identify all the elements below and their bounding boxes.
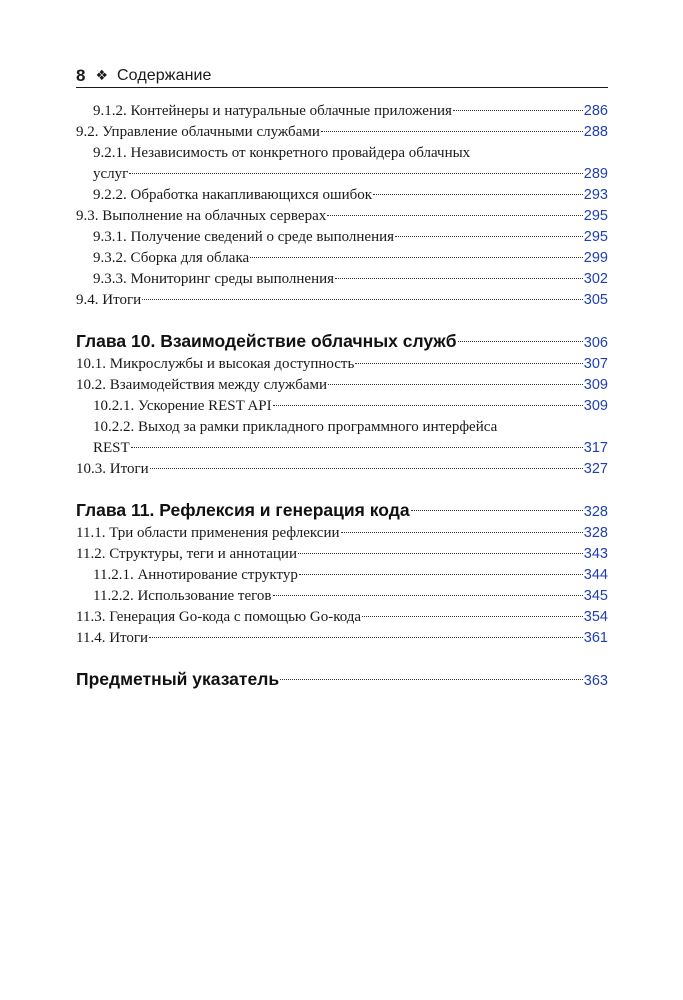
toc-page-number[interactable]: 305 — [583, 292, 608, 308]
toc-entry-label: 9.4. Итоги — [76, 292, 142, 308]
toc-entry[interactable] — [76, 206, 608, 227]
leader-dots — [395, 236, 583, 237]
leader-dots — [411, 510, 583, 511]
leader-dots — [298, 553, 583, 554]
leader-dots — [453, 110, 583, 111]
toc-page-number[interactable]: 286 — [583, 103, 608, 119]
toc-entry[interactable] — [76, 290, 608, 311]
leader-dots — [142, 299, 583, 300]
leader-dots — [280, 679, 583, 680]
toc-page-number[interactable]: 307 — [583, 356, 608, 372]
toc-entry-label-cont: услуг — [93, 166, 129, 182]
header-rule — [76, 87, 608, 88]
toc-entry-label: 11.2.1. Аннотирование структур — [93, 567, 298, 583]
toc-entry-label: 11.2. Структуры, теги и аннотации — [76, 546, 297, 562]
ornament-icon: ❖ — [95, 68, 109, 84]
toc-entry-label: 11.4. Итоги — [76, 630, 149, 646]
leader-dots — [373, 194, 583, 195]
toc-page-number[interactable]: 317 — [583, 440, 608, 456]
toc-chapter-10[interactable] — [76, 328, 608, 354]
toc-page-number[interactable]: 361 — [583, 630, 608, 646]
toc-entry[interactable] — [76, 607, 608, 628]
chapter-title: Глава 10. Взаимодействие облачных служб — [76, 331, 457, 351]
toc-page-number[interactable]: 345 — [583, 588, 608, 604]
leader-dots — [273, 405, 583, 406]
leader-dots — [341, 532, 583, 533]
toc-entry-label: 9.2.1. Независимость от конкретного провайдера облачных — [93, 145, 471, 161]
leader-dots — [129, 173, 583, 174]
running-header — [76, 60, 608, 86]
toc-page-number[interactable]: 328 — [583, 525, 608, 541]
toc-entry-label-cont: REST — [93, 440, 130, 456]
leader-dots — [327, 215, 583, 216]
leader-dots — [321, 131, 583, 132]
toc-entry[interactable] — [76, 101, 608, 122]
toc-chapter-11[interactable] — [76, 497, 608, 523]
toc-entry[interactable] — [76, 565, 608, 586]
toc-entry-label: 9.3.1. Получение сведений о среде выполнения — [93, 229, 395, 245]
toc-page-number[interactable]: 295 — [583, 208, 608, 224]
toc-entry[interactable] — [76, 417, 608, 459]
toc-entry[interactable] — [76, 122, 608, 143]
toc-entry-label: 11.1. Три области применения рефлексии — [76, 525, 340, 541]
toc-entry[interactable] — [76, 227, 608, 248]
toc-entry-label: 10.3. Итоги — [76, 461, 149, 477]
toc-entry-label: 10.2.1. Ускорение REST API — [93, 398, 272, 414]
toc-entry-label: 9.1.2. Контейнеры и натуральные облачные приложения — [93, 103, 452, 119]
toc-page-number[interactable]: 306 — [583, 335, 608, 351]
toc-entry[interactable] — [76, 269, 608, 290]
toc-page-number[interactable]: 299 — [583, 250, 608, 266]
toc-page-number[interactable]: 309 — [583, 398, 608, 414]
toc-page-number[interactable]: 295 — [583, 229, 608, 245]
toc-page-number[interactable]: 344 — [583, 567, 608, 583]
toc-page-number[interactable]: 288 — [583, 124, 608, 140]
leader-dots — [149, 637, 583, 638]
toc-page-number[interactable]: 289 — [583, 166, 608, 182]
toc-page-number[interactable]: 309 — [583, 377, 608, 393]
toc-entry[interactable] — [76, 248, 608, 269]
toc-entry-label: 9.3.3. Мониторинг среды выполнения — [93, 271, 335, 287]
toc-entry-label: 9.3.2. Сборка для облака — [93, 250, 250, 266]
leader-dots — [150, 468, 583, 469]
leader-dots — [355, 363, 582, 364]
toc-entry-label: 11.3. Генерация Go-кода с помощью Go-кода — [76, 609, 362, 625]
toc-subject-index[interactable] — [76, 666, 608, 692]
toc-entry-label: 10.2.2. Выход за рамки прикладного программного интерфейса — [93, 419, 498, 435]
leader-dots — [250, 257, 583, 258]
leader-dots — [273, 595, 583, 596]
toc-entry-label: 10.2. Взаимодействия между службами — [76, 377, 328, 393]
toc-entry-label: 9.2. Управление облачными службами — [76, 124, 320, 140]
page-number: 8 — [76, 66, 86, 85]
toc-page-number[interactable]: 363 — [583, 673, 608, 689]
toc-entry[interactable] — [76, 185, 608, 206]
toc-entry-label: 9.2.2. Обработка накапливающихся ошибок — [93, 187, 373, 203]
toc-entry[interactable] — [76, 354, 608, 375]
toc-entry[interactable] — [76, 143, 608, 185]
toc-entry[interactable] — [76, 586, 608, 607]
toc-entry[interactable] — [76, 375, 608, 396]
toc-entry[interactable] — [76, 628, 608, 649]
leader-dots — [458, 341, 583, 342]
running-title: Содержание — [117, 67, 212, 84]
leader-dots — [131, 447, 583, 448]
toc-entry[interactable] — [76, 459, 608, 480]
toc-entry[interactable] — [76, 544, 608, 565]
toc-page-number[interactable]: 327 — [583, 461, 608, 477]
leader-dots — [328, 384, 583, 385]
toc-entry-label: 9.3. Выполнение на облачных серверах — [76, 208, 327, 224]
table-of-contents — [76, 101, 608, 692]
toc-entry[interactable] — [76, 523, 608, 544]
chapter-title: Предметный указатель — [76, 669, 280, 689]
leader-dots — [299, 574, 583, 575]
toc-page-number[interactable]: 328 — [583, 504, 608, 520]
toc-entry[interactable] — [76, 396, 608, 417]
toc-page-number[interactable]: 354 — [583, 609, 608, 625]
toc-entry-label: 10.1. Микрослужбы и высокая доступность — [76, 356, 355, 372]
toc-page-number[interactable]: 293 — [583, 187, 608, 203]
toc-page-number[interactable]: 343 — [583, 546, 608, 562]
leader-dots — [362, 616, 583, 617]
leader-dots — [335, 278, 583, 279]
chapter-title: Глава 11. Рефлексия и генерация кода — [76, 500, 410, 520]
toc-page-number[interactable]: 302 — [583, 271, 608, 287]
toc-entry-label: 11.2.2. Использование тегов — [93, 588, 272, 604]
